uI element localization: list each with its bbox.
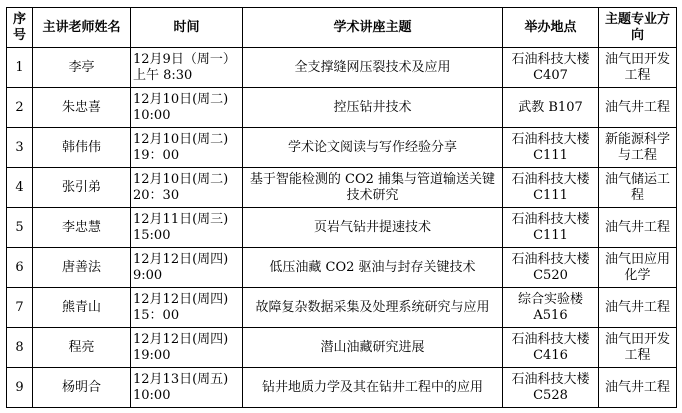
seq-cell: 8 xyxy=(7,328,33,368)
teacher-cell: 程亮 xyxy=(33,328,131,368)
venue-cell xyxy=(503,168,599,208)
time-cell xyxy=(131,88,243,128)
time-hour: 19：00 xyxy=(133,147,180,163)
seq-cell: 5 xyxy=(7,208,33,248)
topic-cell: 故障复杂数据采集及处理系统研究与应用 xyxy=(243,288,503,328)
direction-cell: 油气井工程 xyxy=(599,208,677,248)
time-hour: 19:00 xyxy=(133,347,171,363)
time-date: 12月12日(周四) xyxy=(133,291,229,307)
topic-cell: 低压油藏 CO2 驱油与封存关键技术 xyxy=(243,248,503,288)
teacher-cell: 杨明合 xyxy=(33,368,131,408)
topic-cell: 页岩气钻井提速技术 xyxy=(243,208,503,248)
time-date: 12月13日(周五) xyxy=(133,371,229,387)
time-cell xyxy=(131,288,243,328)
venue-building: 石油科技大楼 xyxy=(511,171,590,187)
seq-cell: 6 xyxy=(7,248,33,288)
header-seq: 序号 xyxy=(7,8,33,48)
time-date: 12月12日(周四) xyxy=(133,331,229,347)
direction-cell: 油气井工程 xyxy=(599,368,677,408)
time-hour: 10:00 xyxy=(133,107,171,123)
venue-cell xyxy=(503,288,599,328)
venue-building: 武教 B107 xyxy=(518,99,583,115)
seq-cell: 4 xyxy=(7,168,33,208)
venue-cell xyxy=(503,368,599,408)
time-date: 12月12日(周四) xyxy=(133,251,229,267)
time-hour: 20：30 xyxy=(133,187,180,203)
table-row xyxy=(7,248,677,288)
time-date: 12月11日(周三) xyxy=(133,211,229,227)
direction-cell: 油气储运工程 xyxy=(599,168,677,208)
venue-building: 石油科技大楼 xyxy=(511,211,590,227)
table-row xyxy=(7,208,677,248)
table-row xyxy=(7,368,677,408)
table-row xyxy=(7,288,677,328)
table-row xyxy=(7,128,677,168)
header-venue: 举办地点 xyxy=(503,8,599,48)
direction-cell: 油气井工程 xyxy=(599,288,677,328)
topic-cell: 钻井地质力学及其在钻井工程中的应用 xyxy=(243,368,503,408)
venue-building: 石油科技大楼 xyxy=(511,371,590,387)
venue-cell xyxy=(503,128,599,168)
venue-cell xyxy=(503,48,599,88)
venue-room: C528 xyxy=(533,387,568,403)
teacher-cell: 张引弟 xyxy=(33,168,131,208)
seq-cell: 1 xyxy=(7,48,33,88)
venue-cell xyxy=(503,208,599,248)
venue-building: 石油科技大楼 xyxy=(511,251,590,267)
direction-cell: 油气田应用化学 xyxy=(599,248,677,288)
teacher-cell: 李忠慧 xyxy=(33,208,131,248)
direction-cell: 油气井工程 xyxy=(599,88,677,128)
time-date: 12月9日（周一） xyxy=(133,51,236,67)
table-row xyxy=(7,88,677,128)
table-row xyxy=(7,328,677,368)
time-cell xyxy=(131,128,243,168)
teacher-cell: 李亭 xyxy=(33,48,131,88)
time-cell xyxy=(131,208,243,248)
table-row xyxy=(7,48,677,88)
time-cell xyxy=(131,328,243,368)
direction-cell: 新能源科学与工程 xyxy=(599,128,677,168)
teacher-cell: 唐善法 xyxy=(33,248,131,288)
venue-building: 综合实验楼 xyxy=(517,291,583,307)
venue-room: C111 xyxy=(533,187,568,203)
venue-room: C407 xyxy=(533,67,568,83)
time-hour: 10:00 xyxy=(133,387,171,403)
venue-room: C111 xyxy=(533,227,568,243)
time-cell xyxy=(131,168,243,208)
seq-cell: 2 xyxy=(7,88,33,128)
header-teacher: 主讲老师姓名 xyxy=(33,8,131,48)
time-date: 12月10日(周二) xyxy=(133,171,229,187)
topic-cell: 学术论文阅读与写作经验分享 xyxy=(243,128,503,168)
seq-cell: 7 xyxy=(7,288,33,328)
time-cell xyxy=(131,48,243,88)
header-topic: 学术讲座主题 xyxy=(243,8,503,48)
venue-room: A516 xyxy=(533,307,568,323)
venue-room: C416 xyxy=(533,347,568,363)
time-hour: 15：00 xyxy=(133,307,180,323)
direction-cell: 油气田开发工程 xyxy=(599,328,677,368)
time-date: 12月10日(周二) xyxy=(133,131,229,147)
teacher-cell: 朱忠喜 xyxy=(33,88,131,128)
venue-building: 石油科技大楼 xyxy=(511,131,590,147)
header-time: 时间 xyxy=(131,8,243,48)
time-cell xyxy=(131,368,243,408)
venue-cell xyxy=(503,248,599,288)
seq-cell: 3 xyxy=(7,128,33,168)
venue-building: 石油科技大楼 xyxy=(511,51,590,67)
venue-cell xyxy=(503,88,599,128)
topic-cell: 潜山油藏研究进展 xyxy=(243,328,503,368)
time-cell xyxy=(131,248,243,288)
table-row xyxy=(7,168,677,208)
venue-room: C111 xyxy=(533,147,568,163)
topic-cell: 基于智能检测的 CO2 捕集与管道输送关键技术研究 xyxy=(243,168,503,208)
time-hour: 15:00 xyxy=(133,227,171,243)
lecture-schedule-table xyxy=(6,7,677,408)
topic-cell: 全支撑缝网压裂技术及应用 xyxy=(243,48,503,88)
header-direction: 主题专业方向 xyxy=(599,8,677,48)
seq-cell: 9 xyxy=(7,368,33,408)
direction-cell: 油气田开发工程 xyxy=(599,48,677,88)
venue-cell xyxy=(503,328,599,368)
time-date: 12月10日(周二) xyxy=(133,91,229,107)
time-hour: 9:00 xyxy=(133,267,163,283)
header-row xyxy=(7,8,677,48)
venue-building: 石油科技大楼 xyxy=(511,331,590,347)
time-hour: 上午 8:30 xyxy=(133,67,193,83)
venue-room: C520 xyxy=(533,267,568,283)
teacher-cell: 韩伟伟 xyxy=(33,128,131,168)
topic-cell: 控压钻井技术 xyxy=(243,88,503,128)
teacher-cell: 熊青山 xyxy=(33,288,131,328)
